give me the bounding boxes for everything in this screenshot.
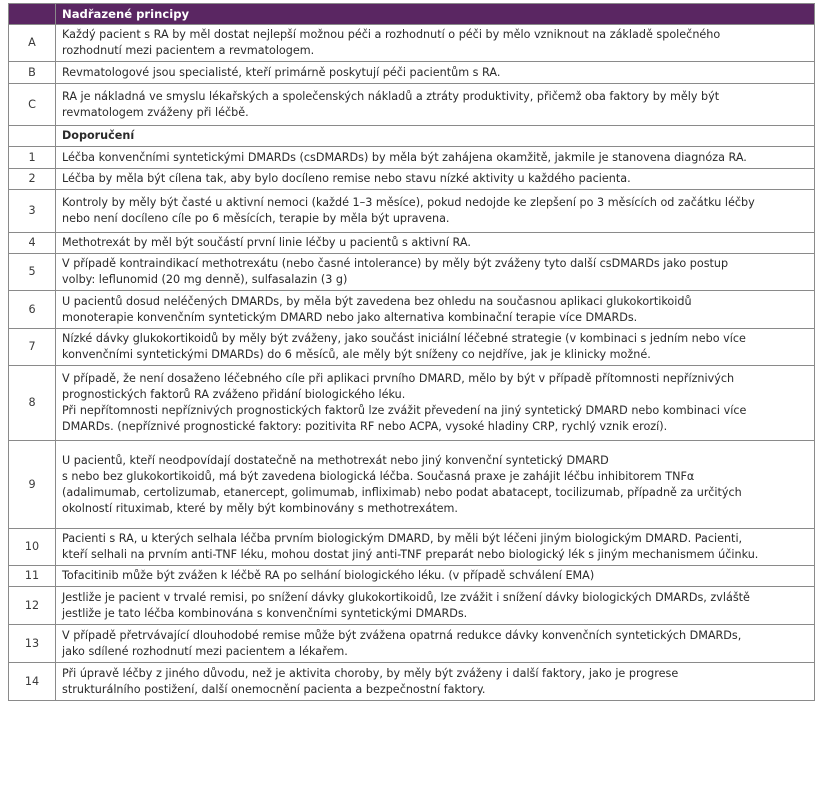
principles-header-row bbox=[9, 4, 815, 25]
row-text-line: Nízké dávky glukokortikoidů by měly být zváženy, jako součást iniciální léčebné strategie (v kombinaci s jedním nebo více bbox=[62, 332, 746, 345]
recommendation-row bbox=[9, 587, 815, 625]
recommendation-row bbox=[9, 147, 815, 169]
recommendation-row bbox=[9, 291, 815, 329]
row-label: 7 bbox=[9, 329, 56, 366]
principle-row bbox=[9, 62, 815, 84]
row-label: 3 bbox=[9, 190, 56, 233]
row-text bbox=[56, 147, 815, 169]
row-text-line: V případě kontraindikací methotrexátu (nebo časné intolerance) by měly být zváženy tyto další csDMARDs jako postup bbox=[62, 257, 729, 270]
row-text bbox=[56, 329, 815, 366]
row-text-line: prognostických faktorů RA zváženo přidání biologického léku. bbox=[62, 388, 406, 401]
row-label: 14 bbox=[9, 663, 56, 701]
row-label: 5 bbox=[9, 254, 56, 291]
row-text bbox=[56, 169, 815, 190]
row-text-line: Kontroly by měly být časté u aktivní nemoci (každé 1–3 měsíce), pokud nedojde ke zlepšení po 3 měsících od začátku léčby bbox=[62, 196, 755, 209]
row-text-line: DMARDs. (nepříznivé prognostické faktory: pozitivita RF nebo ACPA, vysoké hladiny CRP, rychlý vznik erozí). bbox=[62, 420, 668, 433]
row-label: B bbox=[9, 62, 56, 84]
row-text-line: rozhodnutí mezi pacientem a revmatologem. bbox=[62, 44, 315, 57]
recommendation-row bbox=[9, 233, 815, 254]
recommendation-row bbox=[9, 169, 815, 190]
row-text-line: jako sdílené rozhodnutí mezi pacientem a lékařem. bbox=[62, 644, 348, 658]
row-text bbox=[56, 625, 815, 663]
row-text-line: s nebo bez glukokortikoidů, má být zavedena biologická léčba. Současná praxe je zahájit léčbu inhibitorem TNFα bbox=[62, 469, 695, 483]
row-text-line: kteří selhali na prvním anti-TNF léku, mohou dostat jiný anti-TNF preparát nebo biologický lék s jiným mechanismem účinku. bbox=[62, 548, 759, 561]
row-text bbox=[56, 254, 815, 291]
row-label: 13 bbox=[9, 625, 56, 663]
row-label: 6 bbox=[9, 291, 56, 329]
row-text-line: U pacientů, kteří neodpovídají dostatečně na methotrexát nebo jiný konvenční syntetický DMARD bbox=[62, 453, 609, 467]
row-text-line: strukturálního postižení, další onemocnění pacienta a bezpečnostní faktory. bbox=[62, 682, 486, 696]
row-text-line: Každý pacient s RA by měl dostat nejlepší možnou péči a rozhodnutí o péči by mělo vzniknout na základě společného bbox=[62, 28, 721, 41]
row-text bbox=[56, 291, 815, 329]
row-text bbox=[56, 233, 815, 254]
row-text-line: Jestliže je pacient v trvalé remisi, po snížení dávky glukokortikoidů, lze zvážit i snížení dávky biologických DMARDs, zvláště bbox=[62, 590, 750, 604]
row-label: 1 bbox=[9, 147, 56, 169]
recommendations-header-row bbox=[9, 126, 815, 147]
row-text-line: Léčba konvenčními syntetickými DMARDs (csDMARDs) by měla být zahájena okamžitě, jakmile je stanovena diagnóza RA. bbox=[62, 150, 747, 164]
header-blank-cell bbox=[9, 4, 56, 25]
recommendation-row bbox=[9, 366, 815, 441]
row-text bbox=[56, 62, 815, 84]
row-text-line: Revmatologové jsou specialisté, kteří primárně poskytují péči pacientům s RA. bbox=[62, 65, 501, 79]
row-text-line: V případě přetrvávající dlouhodobé remise může být zvážena opatrná redukce dávky konvenčních syntetických DMARDs, bbox=[62, 628, 742, 642]
recommendation-row bbox=[9, 441, 815, 529]
row-text bbox=[56, 84, 815, 126]
row-text bbox=[56, 366, 815, 441]
row-text-line: monoterapie konvenčním syntetickým DMARD nebo jako alternativa kombinační terapie více DMARDs. bbox=[62, 310, 638, 324]
row-text-line: V případě, že není dosaženo léčebného cíle při aplikaci prvního DMARD, mělo by být v případě přítomnosti nepříznivých bbox=[62, 372, 735, 385]
table-body bbox=[9, 4, 815, 701]
recommendation-row bbox=[9, 529, 815, 566]
row-text bbox=[56, 25, 815, 62]
row-label: 9 bbox=[9, 441, 56, 529]
recommendation-row bbox=[9, 625, 815, 663]
row-text-line: revmatologem zváženy při léčbě. bbox=[62, 105, 249, 119]
row-text-line: okolností rituximab, které by měly být kombinovány s methotrexátem. bbox=[62, 501, 458, 515]
row-text bbox=[56, 566, 815, 587]
recommendations-table-container bbox=[8, 3, 815, 701]
row-text bbox=[56, 190, 815, 233]
row-text-line: konvenčními syntetickými DMARDs) do 6 měsíců, ale měly být sníženy co nejdříve, jak je klinicky možné. bbox=[62, 348, 651, 361]
recommendation-row bbox=[9, 566, 815, 587]
subheader-blank-cell bbox=[9, 126, 56, 147]
row-text-line: volby: leflunomid (20 mg denně), sulfasalazin (3 g) bbox=[62, 273, 348, 286]
recommendations-header-title: Doporučení bbox=[56, 126, 815, 147]
row-text-line: Methotrexát by měl být součástí první linie léčby u pacientů s aktivní RA. bbox=[62, 236, 471, 249]
row-label: C bbox=[9, 84, 56, 126]
row-text-line: Pacienti s RA, u kterých selhala léčba prvním biologickým DMARD, by měli být léčeni jiným biologickým DMARD. Pacienti, bbox=[62, 532, 743, 545]
recommendation-row bbox=[9, 254, 815, 291]
row-label: 11 bbox=[9, 566, 56, 587]
row-label: 8 bbox=[9, 366, 56, 441]
principle-row bbox=[9, 84, 815, 126]
row-label: 10 bbox=[9, 529, 56, 566]
row-text-line: Tofacitinib může být zvážen k léčbě RA po selhání biologického léku. (v případě schválení EMA) bbox=[62, 569, 595, 582]
row-label: 2 bbox=[9, 169, 56, 190]
row-text-line: (adalimumab, certolizumab, etanercept, golimumab, infliximab) nebo podat abatacept, tocilizumab, případně za určitých bbox=[62, 485, 742, 499]
row-text bbox=[56, 529, 815, 566]
row-text-line: Při úpravě léčby z jiného důvodu, než je aktivita choroby, by měly být zváženy i další faktory, jako je progrese bbox=[62, 666, 679, 680]
row-text bbox=[56, 587, 815, 625]
row-text-line: nebo není docíleno cíle po 6 měsících, terapie by měla být upravena. bbox=[62, 212, 450, 225]
row-text bbox=[56, 441, 815, 529]
row-text-line: jestliže je tato léčba kombinována s konvenčními syntetickými DMARDs. bbox=[62, 606, 468, 620]
row-text-line: U pacientů dosud neléčených DMARDs, by měla být zavedena bez ohledu na současnou aplikaci glukokortikoidů bbox=[62, 294, 692, 308]
principle-row bbox=[9, 25, 815, 62]
row-text-line: RA je nákladná ve smyslu lékařských a společenských nákladů a ztráty produktivity, přičemž oba faktory by měly být bbox=[62, 89, 720, 103]
recommendation-row bbox=[9, 329, 815, 366]
row-label: 4 bbox=[9, 233, 56, 254]
recommendation-row bbox=[9, 663, 815, 701]
row-label: 12 bbox=[9, 587, 56, 625]
principles-header-title: Nadřazené principy bbox=[56, 4, 815, 25]
recommendation-row bbox=[9, 190, 815, 233]
row-text-line: Při nepřítomnosti nepříznivých prognostických faktorů lze zvážit převedení na jiný syntetický DMARD nebo kombinaci více bbox=[62, 404, 747, 417]
row-text bbox=[56, 663, 815, 701]
row-label: A bbox=[9, 25, 56, 62]
row-text-line: Léčba by měla být cílena tak, aby bylo docíleno remise nebo stavu nízké aktivity u každého pacienta. bbox=[62, 172, 631, 185]
recommendations-table bbox=[8, 3, 815, 701]
